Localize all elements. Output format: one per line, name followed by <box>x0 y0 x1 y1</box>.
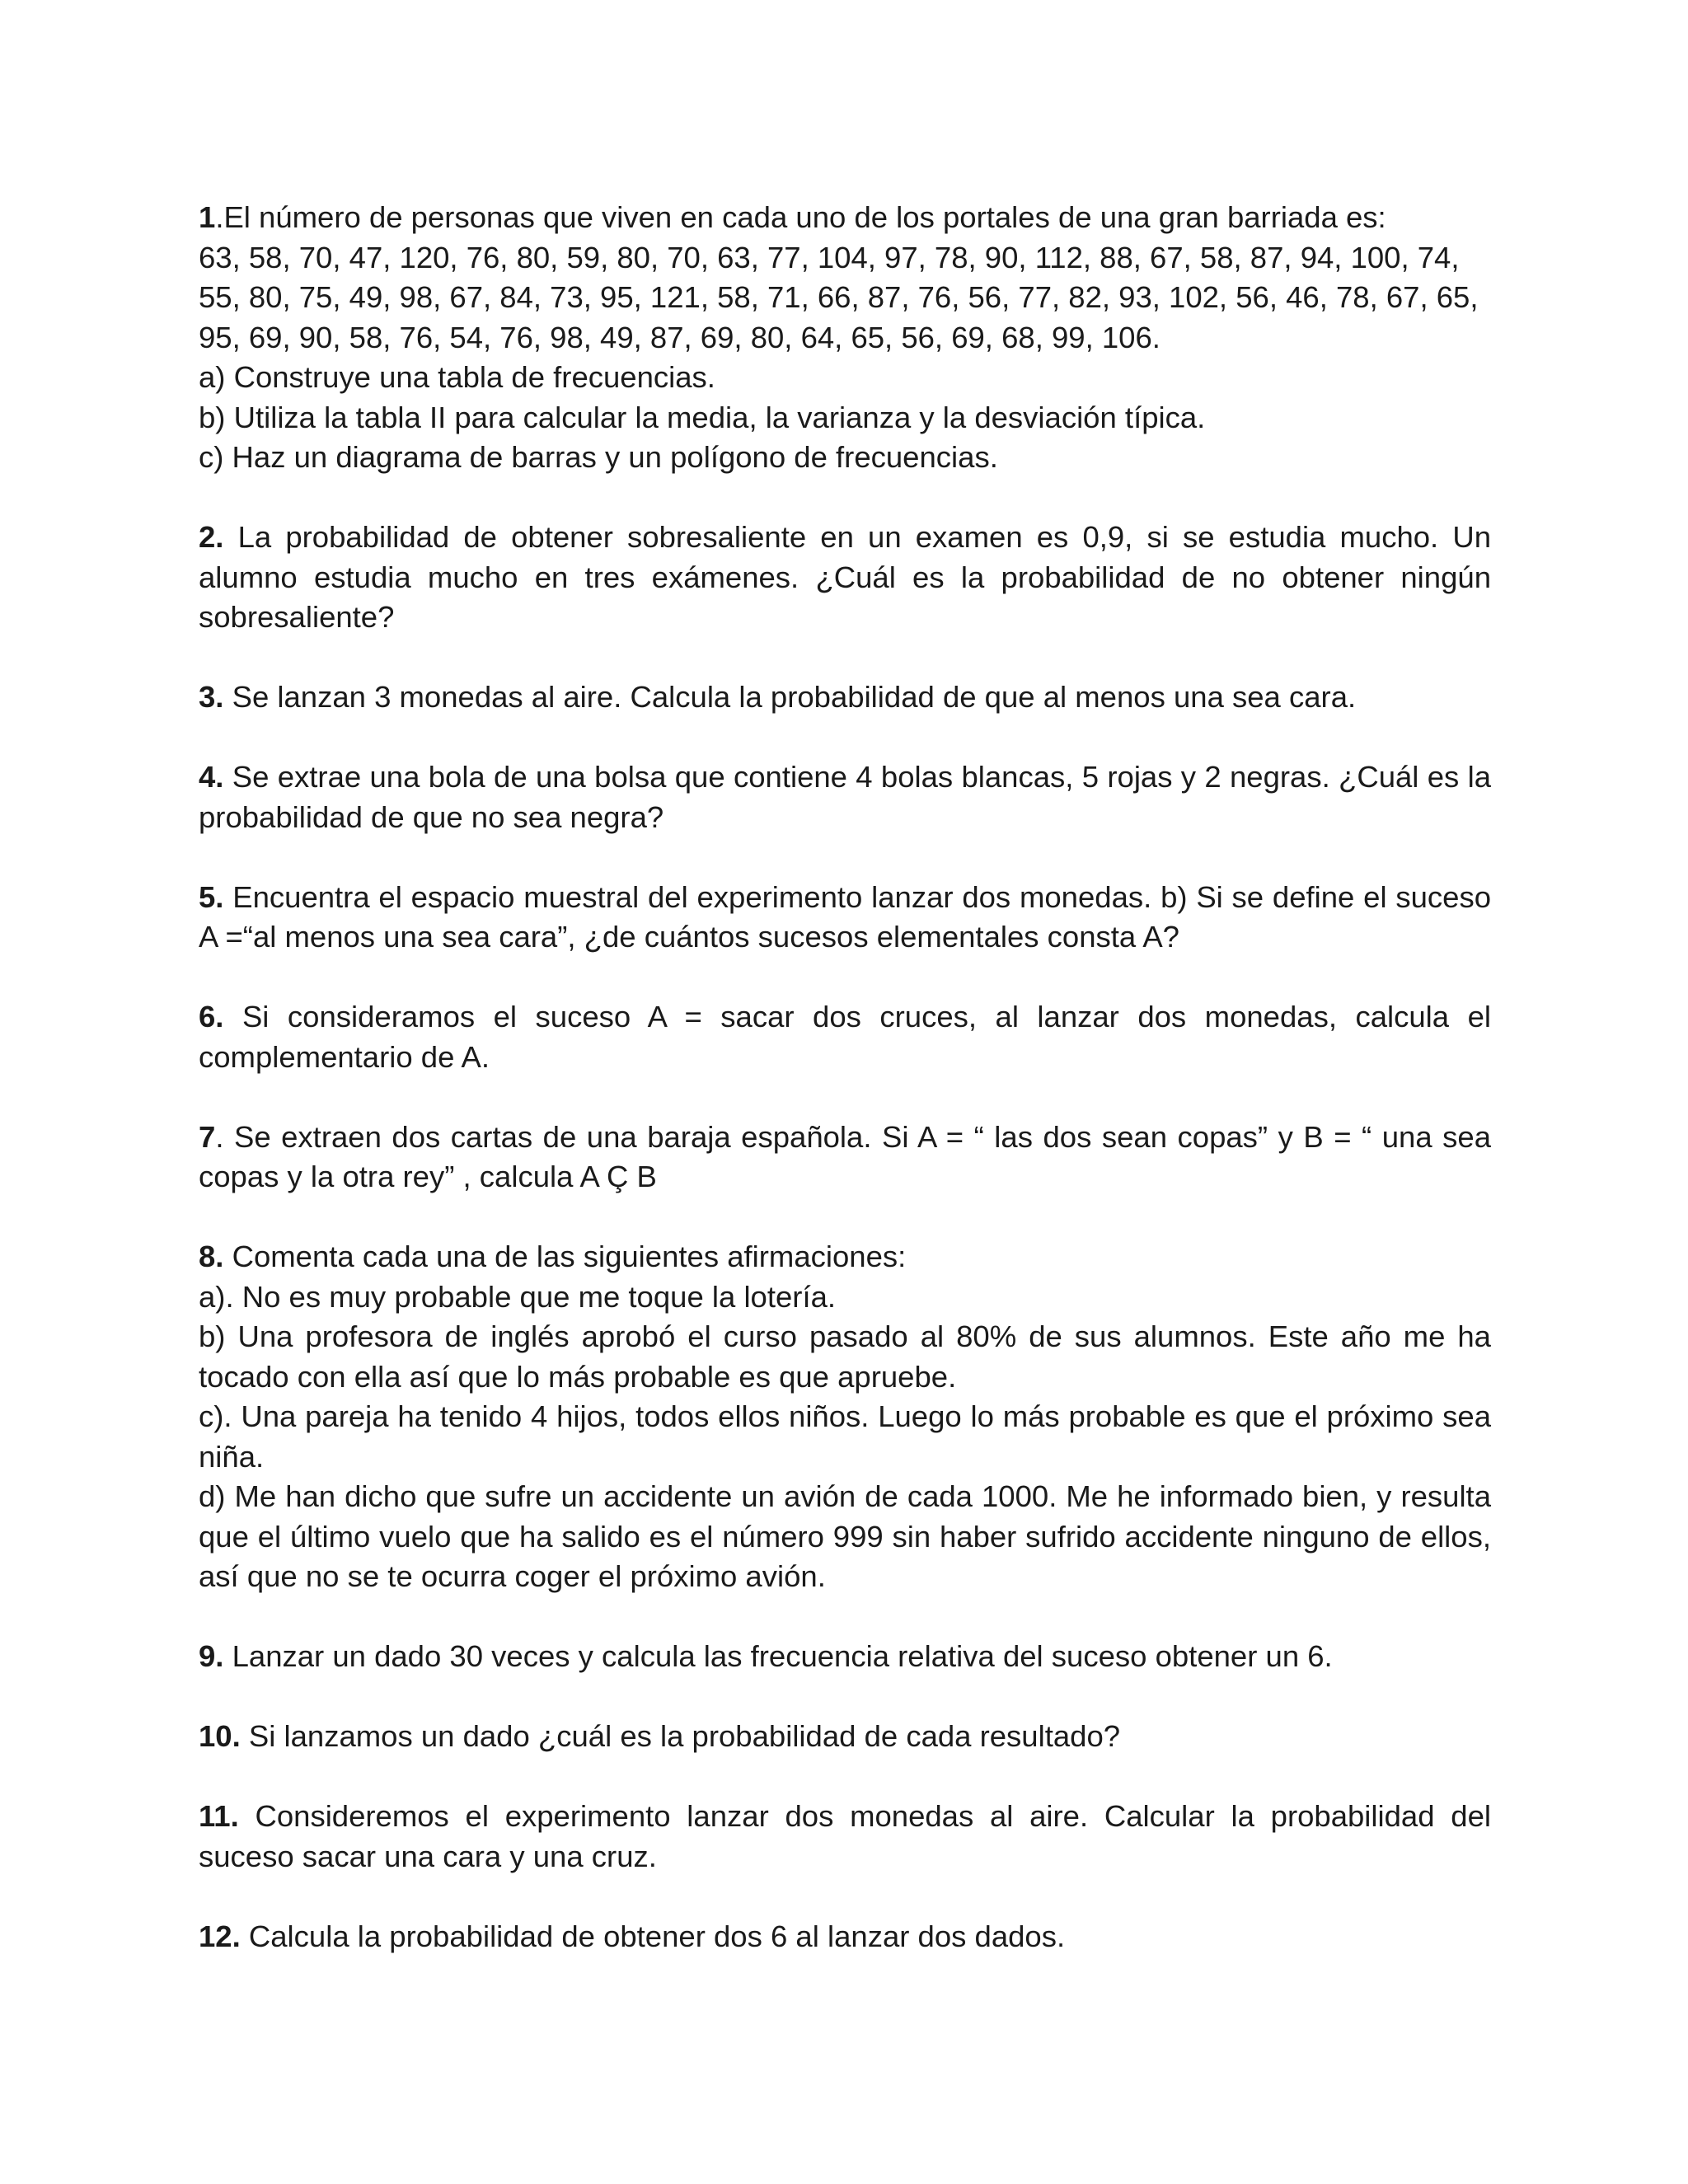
question-11-number: 11. <box>199 1799 239 1833</box>
question-5 <box>199 878 1491 958</box>
question-8-part-c: c). Una pareja ha tenido 4 hijos, todos ellos niños. Luego lo más probable es que el próximo sea niña. <box>199 1399 1491 1474</box>
spacer <box>199 958 1491 998</box>
question-8 <box>199 1237 1491 1597</box>
question-1-part-a: a) Construye una tabla de frecuencias. <box>199 360 715 394</box>
question-5-text: Encuentra el espacio muestral del experimento lanzar dos monedas. b) Si se define el suceso A =“al menos una sea cara”, ¿de cuántos sucesos elementales consta A? <box>199 879 1491 954</box>
question-8-part-a: a). No es muy probable que me toque la lotería. <box>199 1279 837 1314</box>
question-6-text: Si consideramos el suceso A = sacar dos cruces, al lanzar dos monedas, calcula el complementario de A. <box>199 1000 1491 1074</box>
question-9-number: 9. <box>199 1639 224 1673</box>
question-10-number: 10. <box>199 1719 241 1753</box>
spacer <box>199 478 1491 518</box>
data-line-3: 95, 69, 90, 58, 76, 54, 76, 98, 49, 87, 69, 80, 64, 65, 56, 69, 68, 99, 106. <box>199 320 1160 354</box>
question-1-statement <box>199 198 1491 238</box>
question-6 <box>199 997 1491 1077</box>
data-line-2: 55, 80, 75, 49, 98, 67, 84, 73, 95, 121, 58, 71, 66, 87, 76, 56, 77, 82, 93, 102, 56, 46, 78, 67, 65, <box>199 280 1479 314</box>
question-6-number: 6. <box>199 1000 224 1033</box>
question-8-part-d: d) Me han dicho que sufre un accidente un avión de cada 1000. Me he informado bien, y resulta que el último vuelo que ha salido es el número 999 sin haber sufrido accidente ninguno de ellos, así que no se te ocurra coger el próximo avión. <box>199 1479 1491 1593</box>
question-3 <box>199 677 1491 718</box>
exercise-list <box>199 198 1491 1957</box>
spacer <box>199 1677 1491 1718</box>
question-9 <box>199 1637 1491 1677</box>
question-10 <box>199 1717 1491 1757</box>
data-line-1: 63, 58, 70, 47, 120, 76, 80, 59, 80, 70, 63, 77, 104, 97, 78, 90, 112, 88, 67, 58, 87, 94, 100, 74, <box>199 240 1460 274</box>
question-5-number: 5. <box>199 879 224 914</box>
question-3-number: 3. <box>199 680 224 714</box>
question-12-number: 12. <box>199 1919 241 1953</box>
question-8-text: Comenta cada una de las siguientes afirmaciones: <box>223 1240 907 1273</box>
question-4 <box>199 757 1491 837</box>
question-1-part-c: c) Haz un diagrama de barras y un polígono de frecuencias. <box>199 440 998 474</box>
question-1 <box>199 198 1491 478</box>
question-2-text: La probabilidad de obtener sobresaliente en un examen es 0,9, si se estudia mucho. Un alumno estudia mucho en tres exámenes. ¿Cuál es la probabilidad de no obtener ningún sobresaliente? <box>199 520 1491 634</box>
spacer <box>199 638 1491 678</box>
question-8-number: 8. <box>199 1240 224 1273</box>
question-11-text: Consideremos el experimento lanzar dos monedas al aire. Calcular la probabilidad del suceso sacar una cara y una cruz. <box>199 1799 1491 1873</box>
question-7-number: 7 <box>199 1119 216 1154</box>
spacer <box>199 1597 1491 1638</box>
spacer <box>199 1757 1491 1797</box>
question-8-statement <box>199 1237 1491 1277</box>
question-2 <box>199 518 1491 638</box>
question-4-number: 4. <box>199 760 224 794</box>
question-12 <box>199 1917 1491 1957</box>
question-12-text: Calcula la probabilidad de obtener dos 6 al lanzar dos dados. <box>240 1919 1066 1953</box>
question-1-number: 1 <box>199 200 216 234</box>
spacer <box>199 718 1491 758</box>
spacer <box>199 1197 1491 1238</box>
spacer <box>199 837 1491 878</box>
question-11 <box>199 1797 1491 1877</box>
question-8-part-b: b) Una profesora de inglés aprobó el curso pasado al 80% de sus alumnos. Este año me ha tocado con ella así que lo más probable es que apruebe. <box>199 1319 1491 1394</box>
question-10-text: Si lanzamos un dado ¿cuál es la probabilidad de cada resultado? <box>240 1719 1121 1753</box>
question-4-text: Se extrae una bola de una bolsa que contiene 4 bolas blancas, 5 rojas y 2 negras. ¿Cuál es la probabilidad de que no sea negra? <box>199 760 1491 834</box>
question-9-text: Lanzar un dado 30 veces y calcula las frecuencia relativa del suceso obtener un 6. <box>223 1639 1333 1673</box>
spacer <box>199 1877 1491 1917</box>
question-1-text: .El número de personas que viven en cada uno de los portales de una gran barriada es: <box>215 200 1386 234</box>
question-2-number: 2. <box>199 520 224 554</box>
question-7-text: . Se extraen dos cartas de una baraja española. Si A = “ las dos sean copas” y B = “ una sea copas y la otra rey” , calcula A Ç B <box>199 1119 1491 1193</box>
question-1-part-b: b) Utiliza la tabla II para calcular la media, la varianza y la desviación típica. <box>199 400 1206 434</box>
question-7 <box>199 1118 1491 1197</box>
spacer <box>199 1077 1491 1118</box>
question-3-text: Se lanzan 3 monedas al aire. Calcula la probabilidad de que al menos una sea cara. <box>223 680 1357 714</box>
